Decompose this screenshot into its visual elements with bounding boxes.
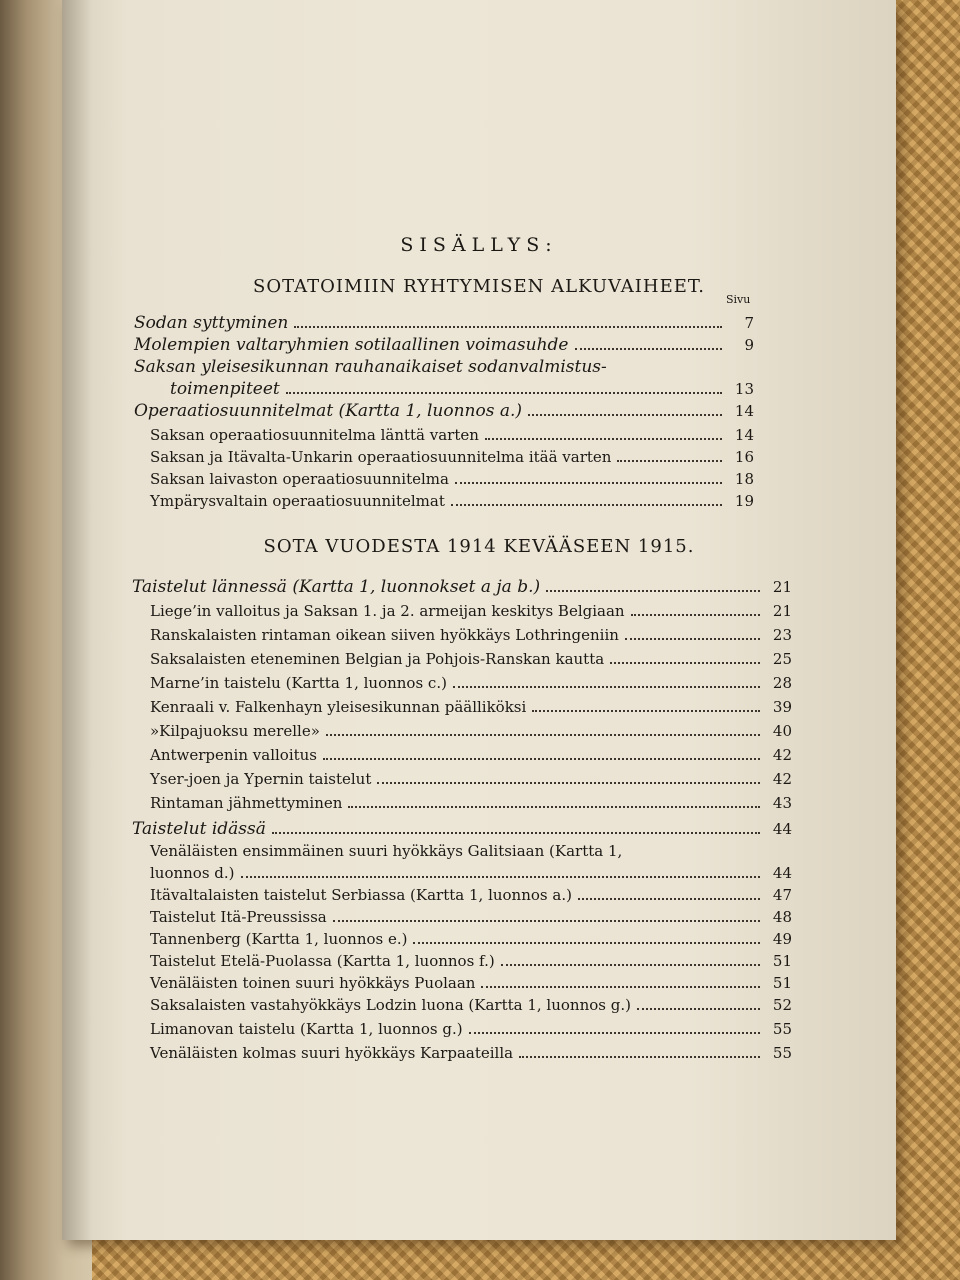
- leader-dots: [272, 832, 760, 834]
- toc-entry-title: Saksan laivaston operaatiosuunnitelma: [150, 470, 449, 488]
- toc-entry-title: Antwerpenin valloitus: [150, 746, 317, 764]
- toc-entry[interactable]: [150, 886, 792, 904]
- toc-entry[interactable]: [150, 626, 792, 644]
- toc-entry-title: Itävaltalaisten taistelut Serbiassa (Kartta 1, luonnos a.): [150, 886, 572, 904]
- toc-entry[interactable]: [150, 746, 792, 764]
- leader-dots: [326, 734, 760, 736]
- toc-entry-page: 19: [734, 492, 754, 510]
- toc-entry-title: toimenpiteet: [170, 379, 280, 399]
- toc-entry-title: Saksalaisten vastahyökkäys Lodzin luona (Kartta 1, luonnos g.): [150, 996, 631, 1014]
- leader-dots: [455, 482, 722, 484]
- toc-entry[interactable]: [150, 974, 792, 992]
- leader-dots: [413, 942, 760, 944]
- leader-dots: [453, 686, 760, 688]
- toc-entry-page: 44: [772, 864, 792, 882]
- toc-entry-page: 25: [772, 650, 792, 668]
- toc-entry[interactable]: [134, 314, 754, 332]
- toc-entry[interactable]: [150, 908, 792, 926]
- toc-entry-page: 52: [772, 996, 792, 1014]
- toc-entry[interactable]: [150, 770, 792, 788]
- toc-entry-page: 55: [772, 1020, 792, 1038]
- leader-dots: [501, 964, 760, 966]
- toc-entry[interactable]: [170, 380, 754, 398]
- toc-entry-page: 28: [772, 674, 792, 692]
- toc-entry-page: 42: [772, 770, 792, 788]
- toc-entry-title: Saksan ja Itävalta-Unkarin operaatiosuunnitelma itää varten: [150, 448, 612, 466]
- toc-entry-page: 47: [772, 886, 792, 904]
- toc-entry-title: Limanovan taistelu (Kartta 1, luonnos g.): [150, 1020, 463, 1038]
- toc-entry-page: 48: [772, 908, 792, 926]
- leader-dots: [451, 504, 722, 506]
- toc-entry-title-line: Saksan yleisesikunnan rauhanaikaiset sodanvalmistus-: [134, 357, 607, 377]
- toc-entry-title: Ympärysvaltain operaatiosuunnitelmat: [150, 492, 445, 510]
- toc-entry-page: 9: [744, 336, 754, 354]
- leader-dots: [286, 392, 722, 394]
- leader-dots: [323, 758, 760, 760]
- toc-entry-title: »Kilpajuoksu merelle»: [150, 722, 320, 740]
- toc-entry-title: Saksalaisten eteneminen Belgian ja Pohjois-Ranskan kautta: [150, 650, 605, 668]
- leader-dots: [575, 348, 723, 350]
- page-column-label: Sivu: [726, 293, 751, 306]
- leader-dots: [348, 806, 760, 808]
- toc-entry[interactable]: [150, 448, 754, 466]
- toc-entry-page: 16: [734, 448, 754, 466]
- toc-entry-title-line: Venäläisten ensimmäinen suuri hyökkäys Galitsiaan (Kartta 1,: [150, 842, 623, 860]
- toc-entry-title: Marne’in taistelu (Kartta 1, luonnos c.): [150, 674, 447, 692]
- leader-dots: [241, 876, 760, 878]
- toc-entry-title: Rintaman jähmettyminen: [150, 794, 343, 812]
- toc-entry-title: Molempien valtaryhmien sotilaallinen voimasuhde: [134, 335, 569, 355]
- leader-dots: [610, 662, 760, 664]
- toc-entry-page: 21: [772, 578, 792, 596]
- toc-entry-page: 14: [734, 402, 754, 420]
- toc-entry-page: 42: [772, 746, 792, 764]
- toc-entry[interactable]: [150, 996, 792, 1014]
- toc-title: SISÄLLYS:: [400, 234, 558, 256]
- toc-entry[interactable]: [134, 402, 754, 420]
- toc-entry-title: Tannenberg (Kartta 1, luonnos e.): [150, 930, 408, 948]
- leader-dots: [377, 782, 760, 784]
- toc-entry-page: 44: [772, 820, 792, 838]
- toc-entry[interactable]: [150, 794, 792, 812]
- toc-entry[interactable]: [132, 578, 792, 596]
- toc-entry-page: 55: [772, 1044, 792, 1062]
- toc-entry-title: Kenraali v. Falkenhayn yleisesikunnan päälliköksi: [150, 698, 527, 716]
- toc-entry-page: 23: [772, 626, 792, 644]
- section-title-1: SOTATOIMIIN RYHTYMISEN ALKUVAIHEET.: [253, 276, 705, 297]
- toc-entry[interactable]: [150, 492, 754, 510]
- toc-entry[interactable]: [150, 698, 792, 716]
- toc-entry[interactable]: [150, 426, 754, 444]
- toc-entry-page: 18: [734, 470, 754, 488]
- leader-dots: [485, 438, 722, 440]
- toc-entry-title: Ranskalaisten rintaman oikean siiven hyökkäys Lothringeniin: [150, 626, 619, 644]
- toc-entry-title: Taistelut idässä: [132, 819, 266, 839]
- toc-entry-page: 40: [772, 722, 792, 740]
- toc-entry-title: Taistelut Etelä-Puolassa (Kartta 1, luonnos f.): [150, 952, 495, 970]
- toc-entry-page: 7: [744, 314, 754, 332]
- leader-dots: [578, 898, 760, 900]
- toc-entry[interactable]: [150, 470, 754, 488]
- toc-entry[interactable]: [150, 952, 792, 970]
- toc-entry-title: Saksan operaatiosuunnitelma länttä varten: [150, 426, 479, 444]
- toc-entry[interactable]: [150, 650, 792, 668]
- toc-entry[interactable]: [150, 602, 792, 620]
- book-page: [62, 0, 896, 1240]
- toc-entry-page: 21: [772, 602, 792, 620]
- toc-entry-title: Venäläisten toinen suuri hyökkäys Puolaan: [150, 974, 476, 992]
- toc-entry-page: 51: [772, 952, 792, 970]
- toc-entry-title: Taistelut Itä-Preussissa: [150, 908, 327, 926]
- leader-dots: [617, 460, 722, 462]
- leader-dots: [637, 1008, 760, 1010]
- toc-entry-page: 14: [734, 426, 754, 444]
- toc-entry[interactable]: [150, 930, 792, 948]
- toc-entry-page: 43: [772, 794, 792, 812]
- toc-entry-title: Sodan syttyminen: [134, 313, 289, 333]
- leader-dots: [625, 638, 760, 640]
- toc-entry-title: Liege’in valloitus ja Saksan 1. ja 2. armeijan keskitys Belgiaan: [150, 602, 625, 620]
- toc-entry[interactable]: [150, 722, 792, 740]
- toc-entry-title: Taistelut lännessä (Kartta 1, luonnokset a ja b.): [132, 577, 541, 597]
- toc-entry[interactable]: [150, 674, 792, 692]
- toc-entry-title: luonnos d.): [150, 864, 235, 882]
- toc-entry[interactable]: [132, 820, 792, 838]
- leader-dots: [294, 326, 722, 328]
- toc-entry-page: 49: [772, 930, 792, 948]
- toc-entry-page: 13: [734, 380, 754, 398]
- leader-dots: [519, 1056, 760, 1058]
- toc-entry-title: Operaatiosuunnitelmat (Kartta 1, luonnos a.): [134, 401, 523, 421]
- leader-dots: [481, 986, 760, 988]
- toc-entry-page: 39: [772, 698, 792, 716]
- leader-dots: [532, 710, 760, 712]
- leader-dots: [333, 920, 760, 922]
- toc-entry[interactable]: [150, 864, 792, 882]
- leader-dots: [528, 414, 722, 416]
- toc-entry-title: Venäläisten kolmas suuri hyökkäys Karpaateilla: [150, 1044, 514, 1062]
- leader-dots: [546, 590, 760, 592]
- toc-entry-page: 51: [772, 974, 792, 992]
- toc-entry[interactable]: [150, 1020, 792, 1038]
- spine-shadow: [62, 0, 92, 1240]
- section-title-2: SOTA VUODESTA 1914 KEVÄÄSEEN 1915.: [263, 536, 695, 557]
- leader-dots: [469, 1032, 760, 1034]
- toc-entry[interactable]: [150, 1044, 792, 1062]
- leader-dots: [631, 614, 760, 616]
- toc-entry[interactable]: [134, 336, 754, 354]
- toc-entry-title: Yser-joen ja Ypernin taistelut: [150, 770, 372, 788]
